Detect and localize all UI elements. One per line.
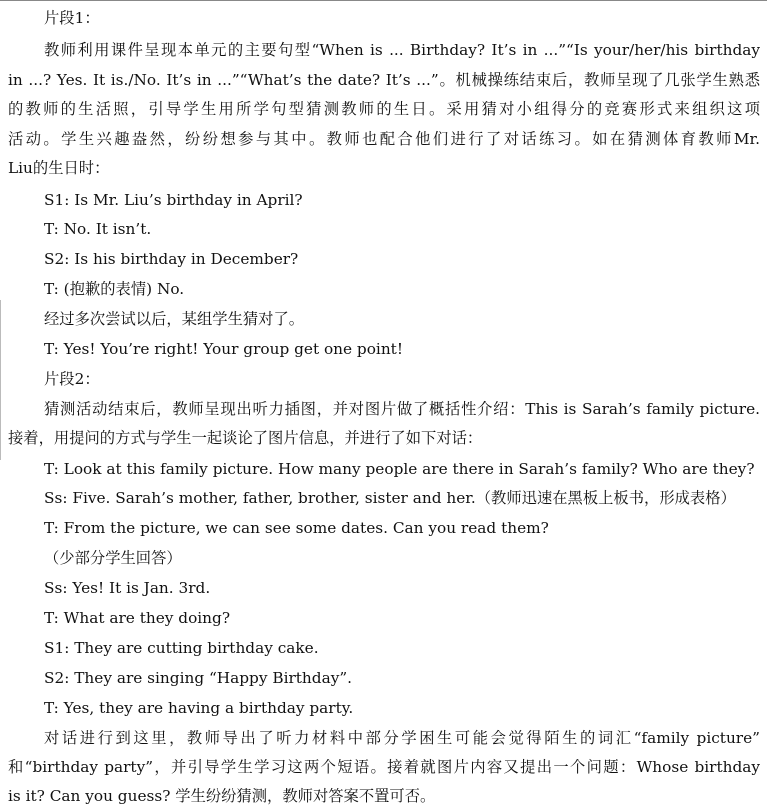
dialogue-line: Ss: Five. Sarah’s mother, father, brother, sister and her.（教师迅速在黑板上板书，形成表格） bbox=[44, 489, 736, 507]
paragraph-line: Liu的生日时： bbox=[8, 159, 110, 177]
top-divider bbox=[0, 0, 767, 1]
dialogue-line: T: Yes! You’re right! Your group get one point! bbox=[44, 340, 403, 358]
dialogue-line: S1: They are cutting birthday cake. bbox=[44, 639, 319, 657]
dialogue-line: S1: Is Mr. Liu’s birthday in April? bbox=[44, 191, 303, 209]
paragraph-line: is it? Can you guess? 学生纷纷猜测，教师对答案不置可否。 bbox=[8, 787, 436, 805]
dialogue-line: S2: They are singing “Happy Birthday”. bbox=[44, 669, 353, 687]
left-margin-rule bbox=[0, 300, 1, 460]
dialogue-line: S2: Is his birthday in December? bbox=[44, 250, 299, 268]
section-heading-1: 片段1： bbox=[44, 9, 100, 27]
narration-line: （少部分学生回答） bbox=[44, 549, 182, 567]
paragraph-line: 教师利用课件呈现本单元的主要句型“When is ... Birthday? It’s in ...”“Is your/her/his birthday bbox=[44, 41, 760, 59]
paragraph-line: 的教师的生活照，引导学生用所学句型猜测教师的生日。采用猜对小组得分的竞赛形式来组织这项 bbox=[8, 100, 760, 118]
paragraph-line: 接着，用提问的方式与学生一起谈论了图片信息，并进行了如下对话： bbox=[8, 429, 483, 447]
paragraph-line: 活动。学生兴趣盎然，纷纷想参与其中。教师也配合他们进行了对话练习。如在猜测体育教师Mr. bbox=[8, 130, 760, 148]
dialogue-line: T: From the picture, we can see some dates. Can you read them? bbox=[44, 519, 549, 537]
paragraph-line: 猜测活动结束后，教师呈现出听力插图，并对图片做了概括性介绍：This is Sarah’s family picture. bbox=[44, 400, 760, 418]
dialogue-line: T: (抱歉的表情) No. bbox=[44, 280, 185, 298]
dialogue-line: T: What are they doing? bbox=[44, 609, 231, 627]
dialogue-line: T: Look at this family picture. How many people are there in Sarah’s family? Who are they? bbox=[44, 460, 755, 478]
dialogue-line: T: Yes, they are having a birthday party. bbox=[44, 699, 354, 717]
dialogue-line: T: No. It isn’t. bbox=[44, 220, 152, 238]
paragraph-line: 和“birthday party”，并引导学生学习这两个短语。接着就图片内容又提出一个问题：Whose birthday bbox=[8, 758, 760, 776]
section-heading-2: 片段2： bbox=[44, 370, 100, 388]
paragraph-line: 对话进行到这里，教师导出了听力材料中部分学困生可能会觉得陌生的词汇“family picture” bbox=[44, 729, 760, 747]
dialogue-line: Ss: Yes! It is Jan. 3rd. bbox=[44, 579, 211, 597]
paragraph-line: in ...? Yes. It is./No. It’s in ...”“What’s the date? It’s ...”。机械操练结束后，教师呈现了几张学生熟悉 bbox=[8, 71, 760, 89]
narration-line: 经过多次尝试以后，某组学生猜对了。 bbox=[44, 310, 305, 328]
